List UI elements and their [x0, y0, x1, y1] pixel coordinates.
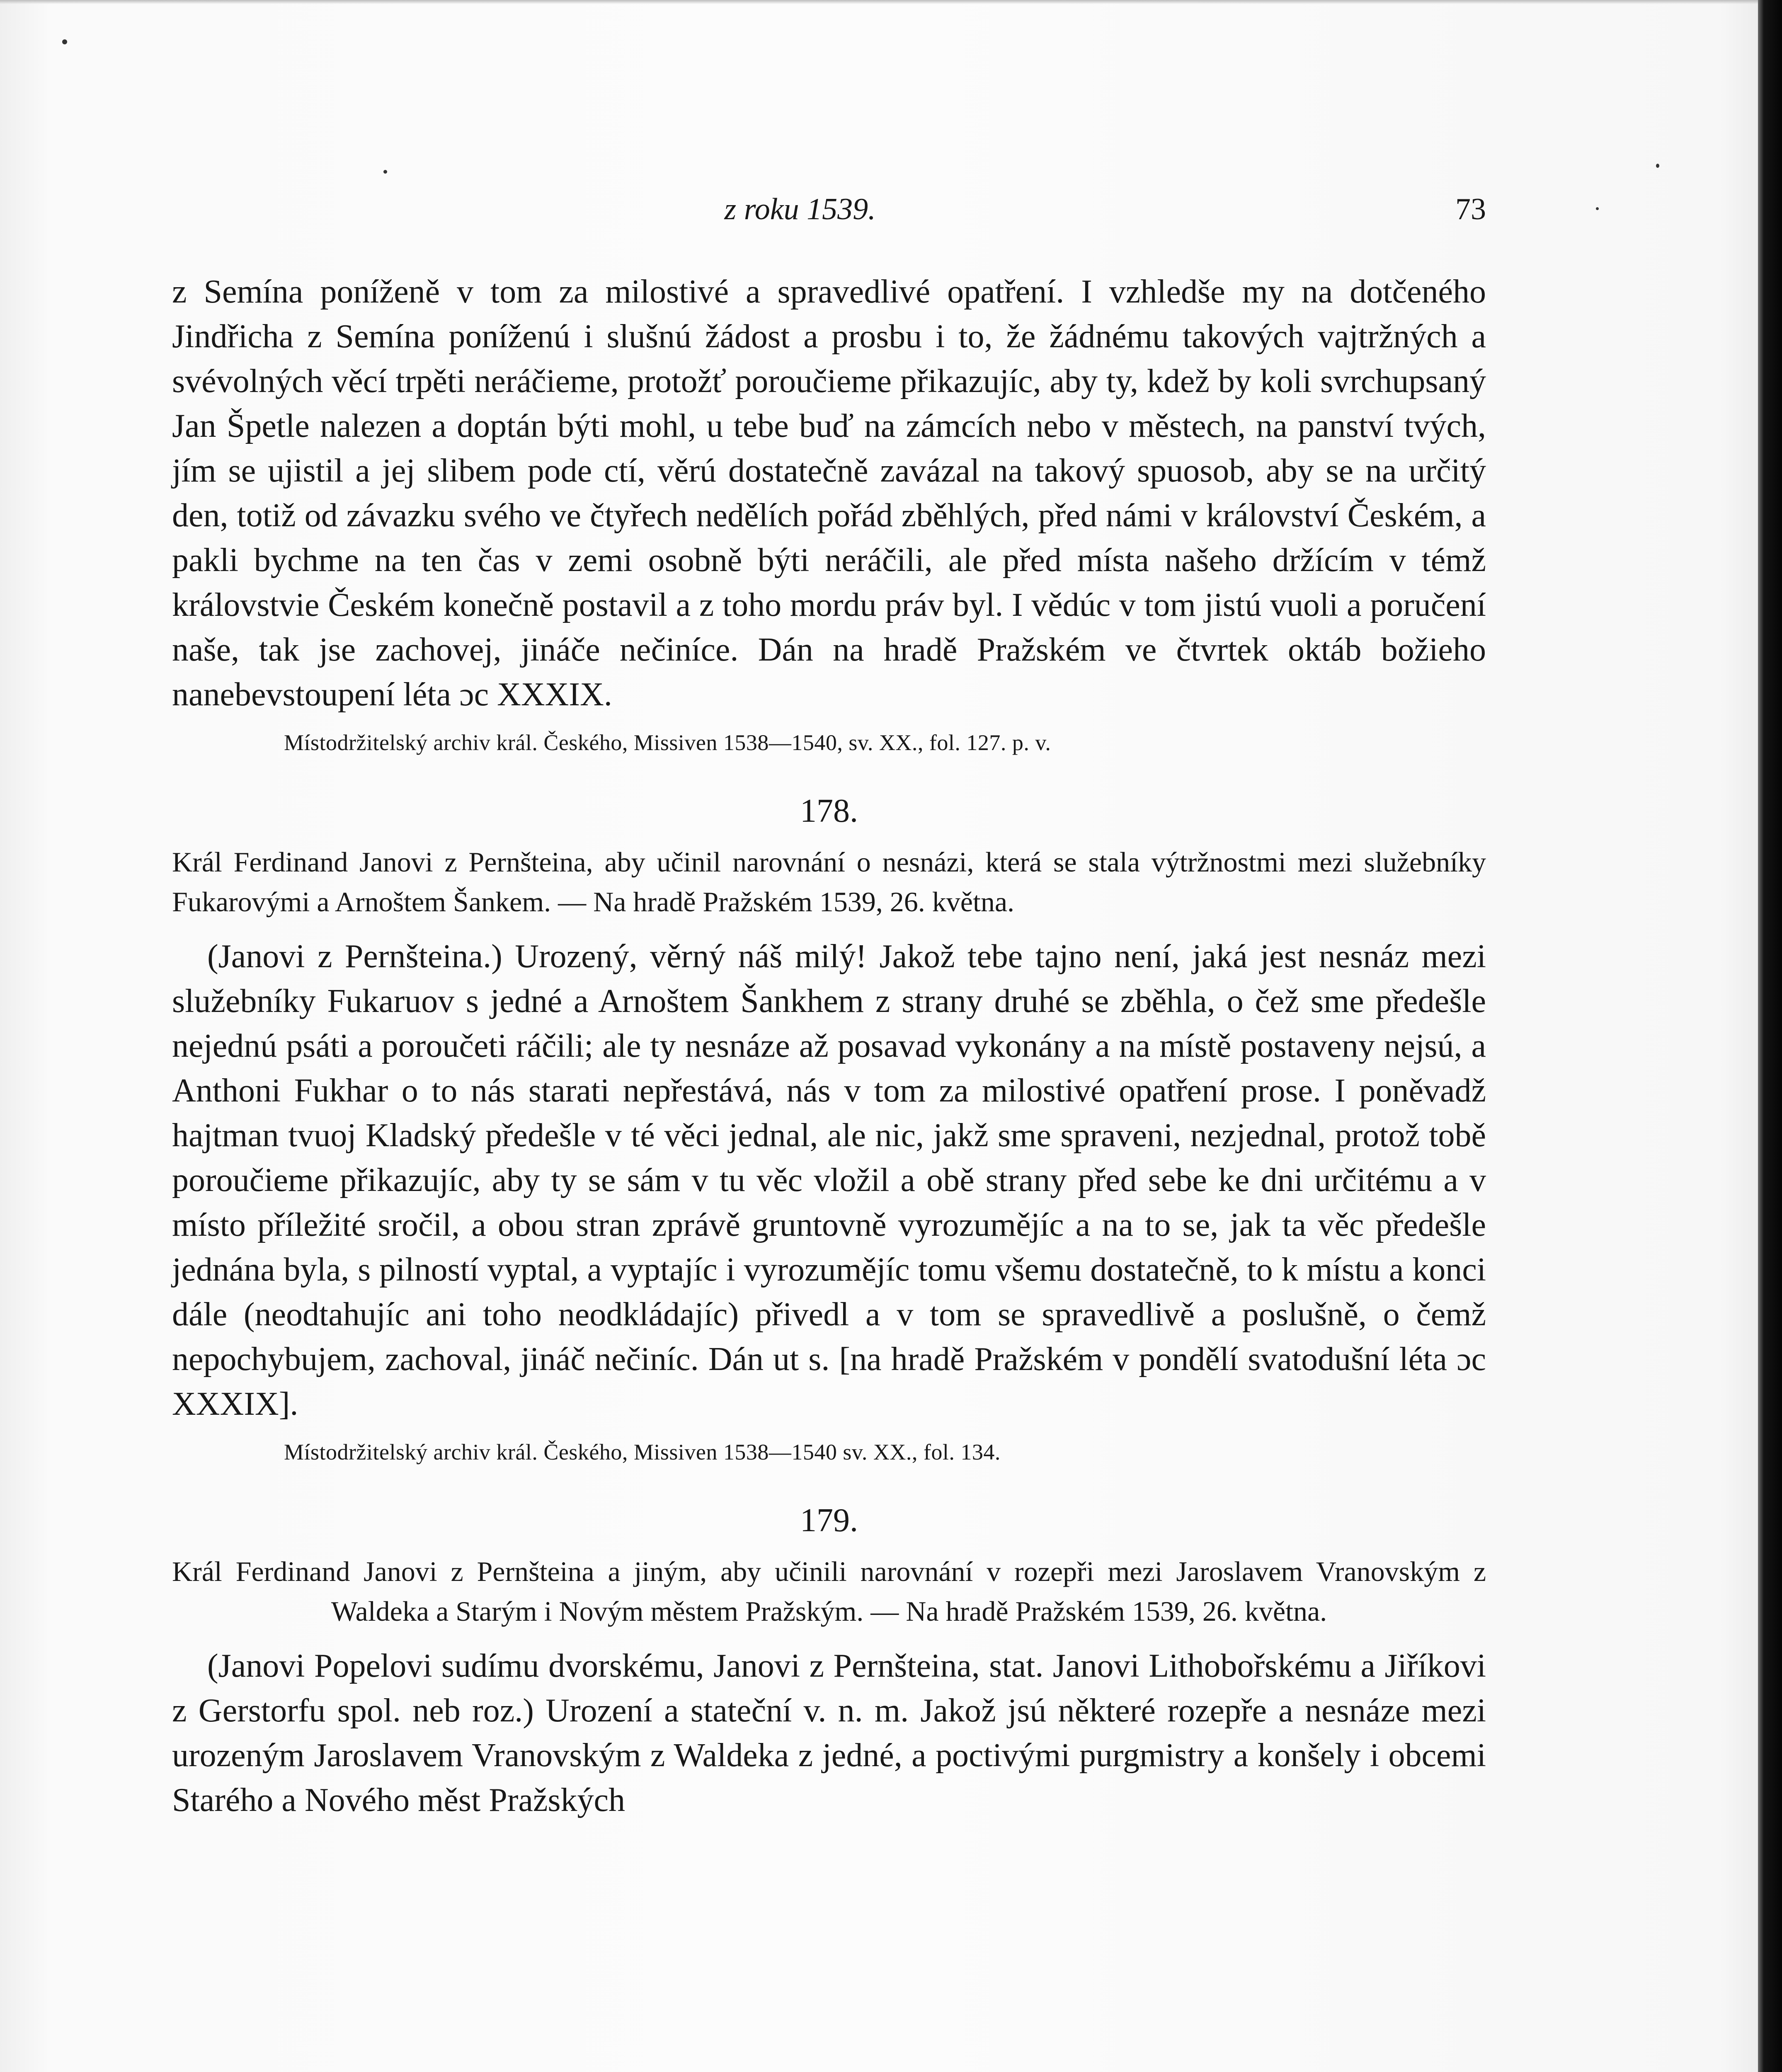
scan-right-border — [1758, 0, 1782, 2072]
doc178-source-note: Místodržitelský archiv král. Českého, Missiven 1538—1540 sv. XX., fol. 134. — [284, 1440, 1001, 1464]
page-number: 73 — [1455, 192, 1486, 226]
scan-top-edge — [0, 0, 1782, 4]
doc178-text: (Janovi z Pernšteina.) Urozený, věrný náš milý! Jakož tebe tajno není, jaká jest nesnáz mezi služebníky Fukaruov s jedné a Arnoštem Šankhem z strany druhé se zběhla, o čež sme předešle nejednú psáti a poroučeti ráčili; ale ty nesnáze až posavad vykonány a na místě postaveny nejsú, a Anthoni Fukhar o to nás starati nepřestává, nás v tom za milostivé opatření prose. I poněvadž hajtman tvuoj Kladský předešle v té věci jednal, ale nic, jakž sme spraveni, nezjednal, protož tobě poroučieme přikazujíc, aby ty se sám v tu věc vložil a obě strany před sebe ke dni určitému a v místo příležité sročil, a obou stran zprávě gruntovně vyrozumějíc a na to se, jak ta věc předešle jednána byla, s pilností vyptal, a vyptajíc i vyrozumějíc tomu všemu dostatečně, to k místu a konci dále (neodtahujíc ani toho neodkládajíc) přivedl a v tom se spravedlivě a poslušně, o čemž nepochybujem, zachoval, jináč nečiníc. Dán ut s. [na hradě Pražském v pondělí svatodušní léta ɔc XXXIX]. — [172, 938, 1486, 1422]
running-head — [172, 189, 1486, 230]
body — [172, 269, 1486, 1823]
doc179-regest: Král Ferdinand Janovi z Pernšteina a jiným, aby učinili narovnání v rozepři mezi Jaroslavem Vranovským z Waldeka a Starým i Novým městem Pražským. — Na hradě Pražském 1539, 26. května. — [172, 1556, 1486, 1627]
doc178-number: 178. — [800, 793, 858, 829]
scan-speck — [1596, 207, 1599, 210]
doc177-source-note: Místodržitelský archiv král. Českého, Missiven 1538—1540, sv. XX., fol. 127. p. v. — [284, 730, 1051, 755]
doc177-continuation-text: z Semína poníženě v tom za milostivé a spravedlivé opatření. I vzhledše my na dotčeného Jindřicha z Semína poníženú i slušnú žádost a prosbu i to, že žádnému takových vajtržných a svévolných věcí trpěti neráčieme, protožť poroučieme přikazujíc, aby ty, kdež by koli svrchupsaný Jan Špetle nalezen a doptán býti mohl, u tebe buď na zámcích nebo v městech, na panství tvých, jím se ujistil a jej slibem pode ctí, věrú dostatečně zavázal na takový spuosob, aby se na určitý den, totiž od závazku svého ve čtyřech nedělích pořád zběhlých, před námi v království Českém, a pakli bychme na ten čas v zemi osobně býti neráčili, ale před místa našeho držícím v témž královstvie Českém konečně postavil a z toho mordu práv byl. I vědúc v tom jistú vuoli a poručení naše, tak jse zachovej, jináče nečiníce. Dán na hradě Pražském ve čtvrtek oktáb božieho nanebevstoupení léta ɔc XXXIX. — [172, 274, 1486, 713]
scan-speck — [383, 170, 387, 174]
scan-speck — [62, 39, 67, 44]
doc179-text: (Janovi Popelovi sudímu dvorskému, Janovi z Pernšteina, stat. Janovi Lithobořskému a Jiříkovi z Gerstorfu spol. neb roz.) Urození a stateční v. n. m. Jakož jsú některé rozepře a nesnáze mezi urozeným Jaroslavem Vranovským z Waldeka z jedné, a poctivými purgmistry a konšely i obcemi Starého a Nového měst Pražských — [172, 1648, 1486, 1818]
running-title: z roku 1539. — [724, 192, 876, 226]
doc179-number: 179. — [800, 1502, 858, 1539]
doc178-regest: Král Ferdinand Janovi z Pernšteina, aby učinil narovnání o nesnázi, která se stala výtržnostmi mezi služebníky Fukarovými a Arnoštem Šankem. — Na hradě Pražském 1539, 26. května. — [172, 846, 1486, 917]
scan-speck — [1656, 164, 1659, 168]
